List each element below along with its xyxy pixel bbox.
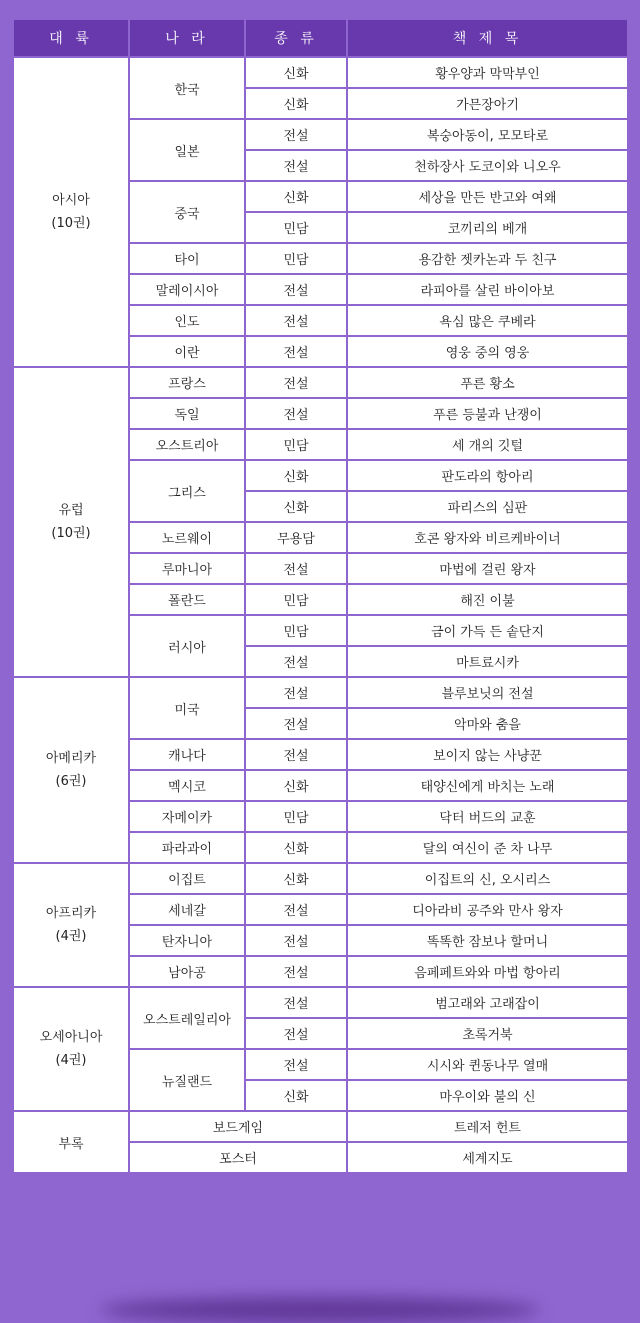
type-cell: 전설 (245, 1018, 347, 1049)
continent-cell (13, 677, 129, 863)
table-row (13, 367, 628, 398)
book-title-cell: 용감한 젯카논과 두 친구 (347, 243, 628, 274)
book-title-cell: 금이 가득 든 솥단지 (347, 615, 628, 646)
country-cell: 이란 (129, 336, 245, 367)
continent-name: 유럽 (58, 503, 84, 518)
country-cell: 러시아 (129, 615, 245, 677)
continent-book-count: (4권) (55, 929, 87, 944)
continent-book-count: (10권) (51, 526, 91, 541)
book-title-cell: 범고래와 고래잡이 (347, 987, 628, 1018)
appendix-item-label: 포스터 (129, 1142, 347, 1173)
type-cell: 전설 (245, 150, 347, 181)
book-title-cell: 코끼리의 베개 (347, 212, 628, 243)
continent-book-count: (10권) (51, 216, 91, 231)
continent-book-count: (6권) (55, 774, 87, 789)
type-cell: 신화 (245, 832, 347, 863)
country-cell: 프랑스 (129, 367, 245, 398)
header-title: 책 제 목 (347, 19, 628, 57)
book-title-cell: 해진 이불 (347, 584, 628, 615)
country-cell: 뉴질랜드 (129, 1049, 245, 1111)
header-continent: 대 륙 (13, 19, 129, 57)
country-cell: 캐나다 (129, 739, 245, 770)
book-title-cell: 디아라비 공주와 만사 왕자 (347, 894, 628, 925)
book-title-cell: 초록거북 (347, 1018, 628, 1049)
type-cell: 신화 (245, 491, 347, 522)
book-title-cell: 똑똑한 잠보나 할머니 (347, 925, 628, 956)
book-title-cell: 파리스의 심판 (347, 491, 628, 522)
continent-name: 아메리카 (45, 751, 97, 766)
table-row (13, 987, 628, 1018)
country-cell: 파라과이 (129, 832, 245, 863)
type-cell: 신화 (245, 181, 347, 212)
country-cell: 루마니아 (129, 553, 245, 584)
type-cell: 민담 (245, 429, 347, 460)
book-title-cell: 영웅 중의 영웅 (347, 336, 628, 367)
book-title-cell: 복숭아동이, 모모타로 (347, 119, 628, 150)
continent-name: 아프리카 (45, 906, 97, 921)
book-title-cell: 시시와 퀸동나무 열매 (347, 1049, 628, 1080)
book-title-cell: 이집트의 신, 오시리스 (347, 863, 628, 894)
header-country: 나 라 (129, 19, 245, 57)
type-cell: 전설 (245, 894, 347, 925)
appendix-item-label: 보드게임 (129, 1111, 347, 1142)
appendix-item-title: 세계지도 (347, 1142, 628, 1173)
type-cell: 전설 (245, 305, 347, 336)
type-cell: 민담 (245, 212, 347, 243)
book-title-cell: 라피아를 살린 바이아보 (347, 274, 628, 305)
appendix-item-title: 트레저 헌트 (347, 1111, 628, 1142)
appendix-cell: 부록 (13, 1111, 129, 1173)
type-cell: 전설 (245, 987, 347, 1018)
continent-cell (13, 57, 129, 367)
country-cell: 폴란드 (129, 584, 245, 615)
type-cell: 민담 (245, 615, 347, 646)
country-cell: 멕시코 (129, 770, 245, 801)
country-cell: 한국 (129, 57, 245, 119)
appendix-row (13, 1111, 628, 1142)
country-cell: 오스트리아 (129, 429, 245, 460)
country-cell: 남아공 (129, 956, 245, 987)
book-title-cell: 푸른 등불과 난쟁이 (347, 398, 628, 429)
book-title-cell: 보이지 않는 사냥꾼 (347, 739, 628, 770)
table-header (13, 19, 628, 57)
type-cell: 신화 (245, 460, 347, 491)
book-title-cell: 세 개의 깃털 (347, 429, 628, 460)
book-list-table (12, 18, 629, 1174)
country-cell: 자메이카 (129, 801, 245, 832)
book-title-cell: 욕심 많은 쿠베라 (347, 305, 628, 336)
type-cell: 신화 (245, 88, 347, 119)
country-cell: 일본 (129, 119, 245, 181)
type-cell: 전설 (245, 956, 347, 987)
country-cell: 말레이시아 (129, 274, 245, 305)
book-title-cell: 닥터 버드의 교훈 (347, 801, 628, 832)
continent-cell (13, 987, 129, 1111)
type-cell: 전설 (245, 119, 347, 150)
book-title-cell: 악마와 춤을 (347, 708, 628, 739)
country-cell: 노르웨이 (129, 522, 245, 553)
country-cell: 인도 (129, 305, 245, 336)
type-cell: 전설 (245, 398, 347, 429)
type-cell: 전설 (245, 708, 347, 739)
table-row (13, 863, 628, 894)
book-title-cell: 호콘 왕자와 비르케바이너 (347, 522, 628, 553)
book-title-cell: 푸른 황소 (347, 367, 628, 398)
type-cell: 신화 (245, 770, 347, 801)
type-cell: 전설 (245, 646, 347, 677)
book-title-cell: 마우이와 불의 신 (347, 1080, 628, 1111)
type-cell: 민담 (245, 801, 347, 832)
continent-name: 오세아니아 (39, 1030, 103, 1045)
book-title-cell: 황우양과 막막부인 (347, 57, 628, 88)
bottom-shadow (100, 1297, 540, 1323)
table-row (13, 677, 628, 708)
country-cell: 독일 (129, 398, 245, 429)
table-row (13, 57, 628, 88)
type-cell: 신화 (245, 57, 347, 88)
type-cell: 전설 (245, 367, 347, 398)
country-cell: 그리스 (129, 460, 245, 522)
country-cell: 미국 (129, 677, 245, 739)
type-cell: 전설 (245, 1049, 347, 1080)
book-title-cell: 천하장사 도코이와 니오우 (347, 150, 628, 181)
type-cell: 신화 (245, 863, 347, 894)
continent-name: 아시아 (52, 193, 90, 208)
type-cell: 전설 (245, 677, 347, 708)
type-cell: 전설 (245, 553, 347, 584)
type-cell: 전설 (245, 739, 347, 770)
country-cell: 탄자니아 (129, 925, 245, 956)
type-cell: 민담 (245, 243, 347, 274)
book-title-cell: 태양신에게 바치는 노래 (347, 770, 628, 801)
book-title-cell: 음페페트와와 마법 항아리 (347, 956, 628, 987)
type-cell: 신화 (245, 1080, 347, 1111)
book-title-cell: 마법에 걸린 왕자 (347, 553, 628, 584)
book-title-cell: 가믄장아기 (347, 88, 628, 119)
book-title-cell: 마트료시카 (347, 646, 628, 677)
type-cell: 민담 (245, 584, 347, 615)
type-cell: 전설 (245, 336, 347, 367)
type-cell: 전설 (245, 925, 347, 956)
book-title-cell: 블루보닛의 전설 (347, 677, 628, 708)
country-cell: 오스트레일리아 (129, 987, 245, 1049)
continent-book-count: (4권) (55, 1053, 87, 1068)
header-type: 종 류 (245, 19, 347, 57)
book-title-cell: 달의 여신이 준 차 나무 (347, 832, 628, 863)
continent-cell (13, 863, 129, 987)
book-title-cell: 판도라의 항아리 (347, 460, 628, 491)
table-body (13, 57, 628, 1173)
continent-cell (13, 367, 129, 677)
type-cell: 무용담 (245, 522, 347, 553)
header-row (13, 19, 628, 57)
country-cell: 세네갈 (129, 894, 245, 925)
country-cell: 이집트 (129, 863, 245, 894)
type-cell: 전설 (245, 274, 347, 305)
book-title-cell: 세상을 만든 반고와 여왜 (347, 181, 628, 212)
country-cell: 중국 (129, 181, 245, 243)
country-cell: 타이 (129, 243, 245, 274)
